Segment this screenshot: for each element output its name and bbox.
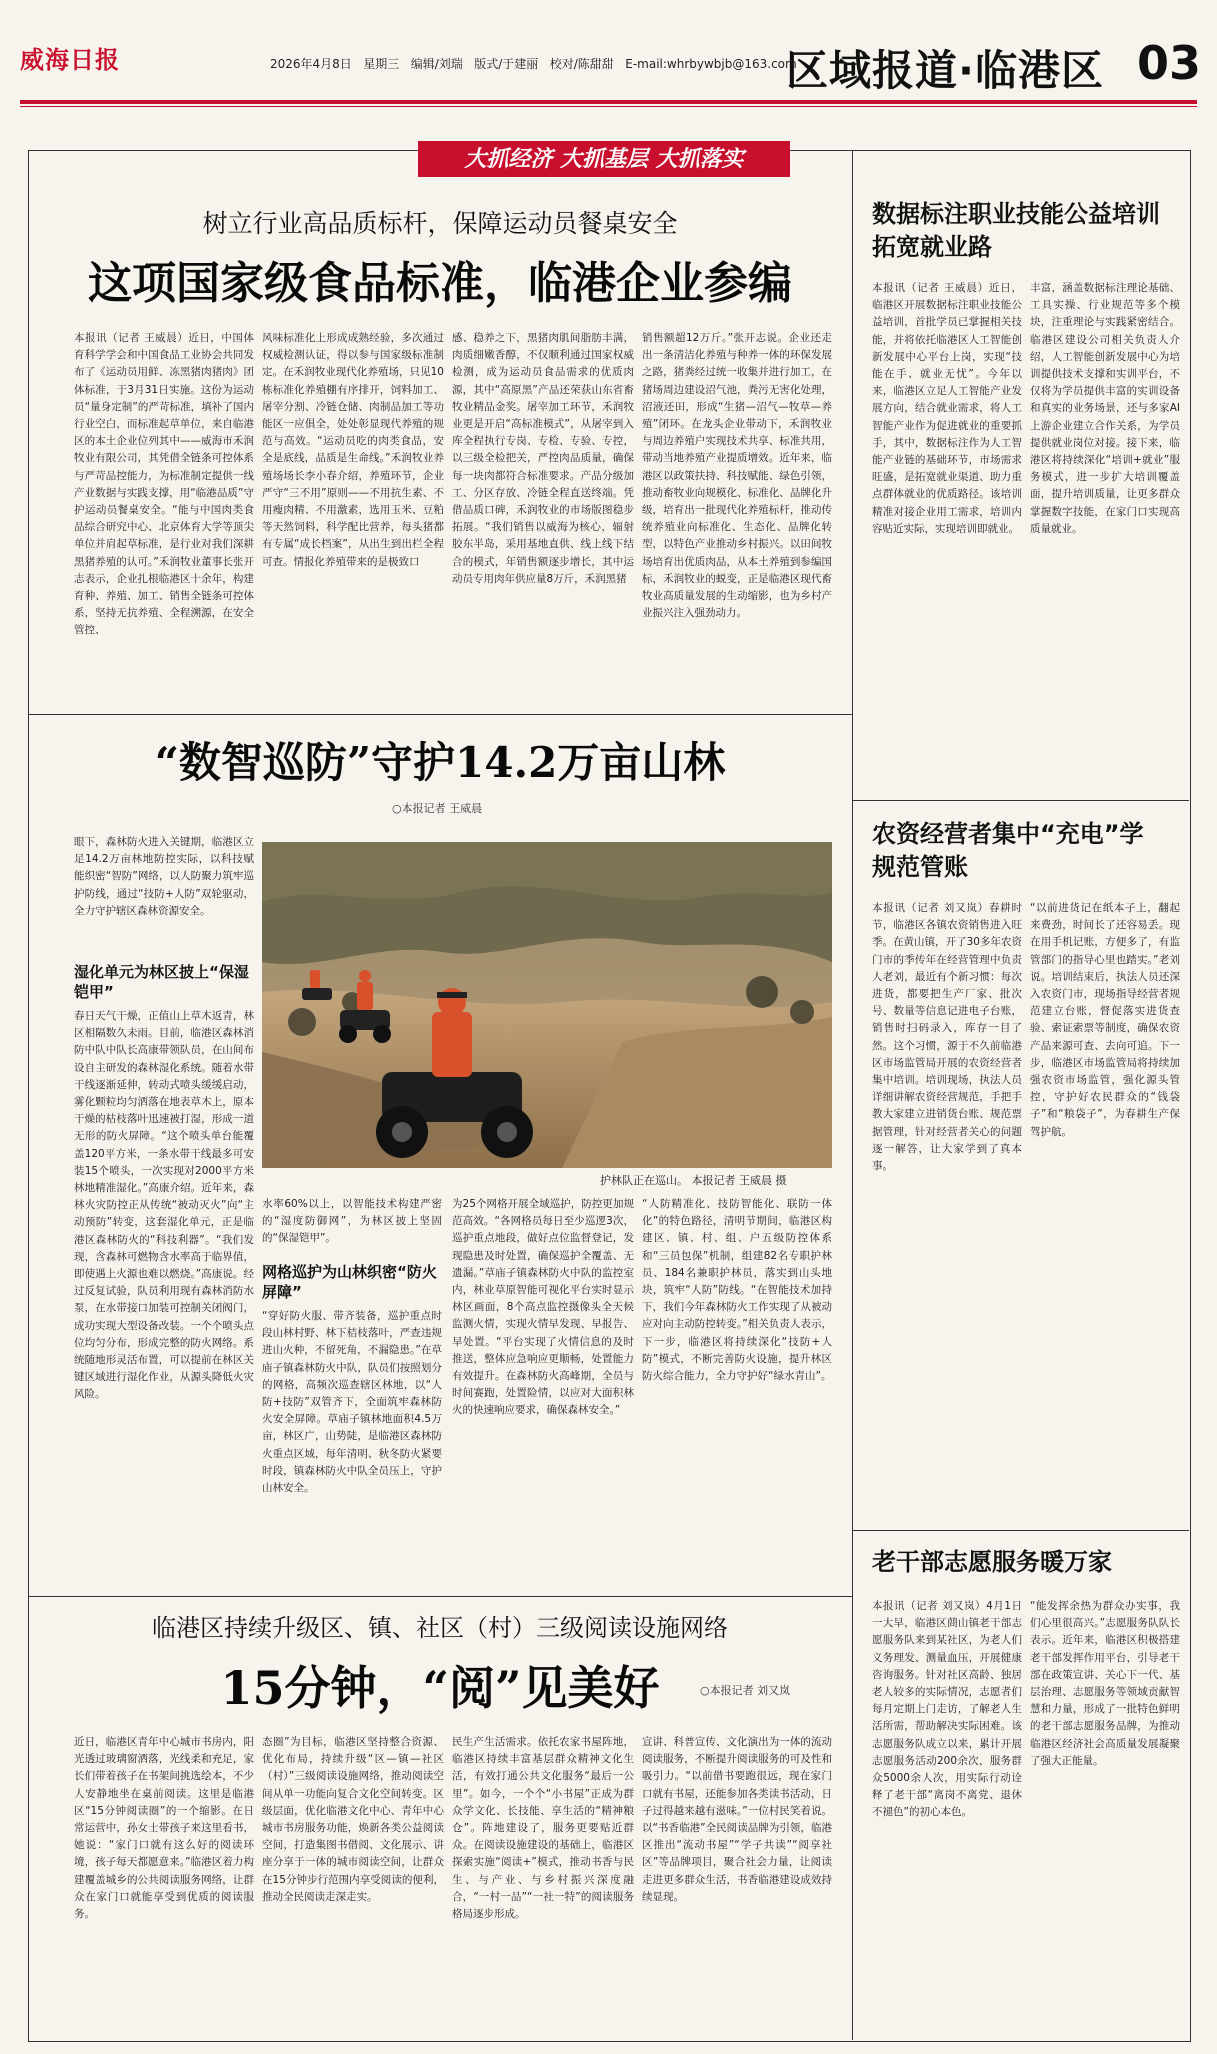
article2-subhead1: 湿化单元为林区披上“保湿铠甲”	[74, 963, 249, 1001]
article3-kicker: 临港区持续升级区、镇、社区（村）三级阅读设施网络	[152, 1614, 728, 1642]
article1-headline: 这项国家级食品标准，临港企业参编	[88, 258, 792, 309]
contact-email[interactable]: E-mail:whrbywbjb@163.com	[625, 57, 797, 71]
article1-kicker: 树立行业高品质标杆，保障运动员餐桌安全	[202, 209, 678, 238]
column-divider	[852, 150, 853, 2040]
article2-col1: 春日天气干燥，正值山上草木返青，林区相隔数久未雨。目前，临港区森林消防中队中队长高康带领队员，在山间布设自主研发的森林湿化系统。随着水带干线逐渐延伸，转动式喷头缓缓启动，雾化颗粒均匀洒落在地表草木上，原本干燥的枯枝落叶迅速被打湿，形成一道无形的防火屏障。“这个喷头单台能覆盖120平方米，一条水带干线最多可安装15个喷头，一次实现对2000平方米林地精准湿化。”高康介绍。近年来，森林火灾防控正从传统“被动灭火”向“主动预防”转变，这套湿化单元，正是临港区森林防火的“科技利器”。“我们发现，含森林可燃物含水率高于临界值，即使遇上火源也难以燃烧。”高康说。经过反复试验，队员利用现有森林消防水泵，在水带接口加装可控制关闭阀门，成功实现大型设备改装。一个个喷头点位均匀分布，形成完整的防火网络。系统随地形灵活布置，可以提前在林区关键区域进行湿化作业，从源头降低火灾风险。	[74, 1010, 254, 1401]
patrol-photo	[262, 842, 832, 1168]
article3-col1: 近日，临港区青年中心城市书房内，阳光透过玻璃窗洒落，光线柔和充足，家长们带着孩子在书架间挑选绘本，不少人安静地坐在桌前阅读。这里是临港区“15分钟阅读圈”的一个缩影。在日常运营中，孙女士带孩子来这里看书，她说：“家门口就有这么好的阅读环境，孩子每天都愿意来。”临港区着力构建覆盖城乡的公共阅读服务网络，让群众在家门口就能享受到优质的阅读服务。	[74, 1736, 254, 1921]
article2-col3: 为25个网格开展全域巡护，防控更加规范高效。“各网格员每日至少巡逻3次，巡护重点地段，做好点位监督登记，发现隐患及时处置，确保巡护全覆盖、无遗漏。”草庙子镇森林防火中队的监控室内，林业草原智能可视化平台实时显示林区画面，8个高点监控摄像头全天候监测火情，实现火情早发现、早报告、早处置。“平台实现了火情信息的及时推送，整体应急响应更顺畅，处置能力有效提升。在森林防火高峰期，全员与时间赛跑，处置险情，以应对大面积林火的快速响应要求，确保森林安全。”	[452, 1198, 634, 1417]
article2-headline: “数智巡防”守护14.2万亩山林	[154, 738, 726, 787]
newspaper-logo: 威海日报	[20, 45, 120, 74]
divider-line	[852, 1530, 1189, 1531]
divider-line	[28, 1596, 852, 1597]
atv-patrol-photo-image	[262, 842, 832, 1168]
masthead-rule-thin	[20, 106, 1197, 107]
side1-col2: 丰富，涵盖数据标注理论基础、工具实操、行业规范等多个模块，注重理论与实践紧密结合。临港区建设公司相关负责人介绍，人工智能创新发展中心为培训提供技术支撑和实训平台，不仅将为学员提供丰富的实训设备和真实的业务场景，还与多家AI上游企业建立合作关系，为学员提供就业岗位对接。接下来，临港区将持续深化“培训+就业”服务模式，进一步扩大培训覆盖面，提升培训质量，让更多群众掌握数字技能，在家门口实现高质量就业。	[1030, 282, 1180, 535]
article1-col2: 风味标准化上形成成熟经验，多次通过权威检测认证，得以参与国家级标准制定。在禾润牧业现代化养殖场，只见10栋标准化养殖棚有序排开，饲料加工、屠宰分割、冷链仓储、肉制品加工等功能区一应俱全，处处彰显现代养殖的规范与高效。“运动员吃的肉类食品，安全是底线，品质是生命线。”禾润牧业养殖场场长李小春介绍，养殖环节，企业严守“三不用”原则——不用抗生素、不用瘦肉精、不用激素，选用玉米、豆粕等天然饲料，科学配比营养，每头猪都有专属“成长档案”，从出生到出栏全程可查。情报化养殖带来的是极致口	[262, 332, 444, 568]
page-number: 03	[1137, 36, 1202, 90]
header-info	[270, 55, 797, 72]
section-title: 区域报道·临港区	[786, 46, 1104, 95]
side3-col1: 本报讯（记者 刘又岚）4月1日一大早，临港区蔄山镇老干部志愿服务队来到某社区，为老人们义务理发、测量血压，开展健康咨询服务。针对社区高龄、独居老人较多的实际情况，志愿者们每月定期上门走访，了解老人生活所需，帮助解决实际困难。该志愿服务队成立以来，累计开展志愿服务活动200余次，服务群众5000余人次，用实际行动诠释了老干部“离岗不离党、退休不褪色”的初心本色。	[872, 1600, 1022, 1819]
side2-col1: 本报讯（记者 刘又岚）春耕时节，临港区各镇农资销售进入旺季。在黄山镇，开了30多年农资门市的季传年在经营管理中负责人老刘，最近有个新习惯：每次进货，都要把生产厂家、批次号、数量等信息记进电子台账，销售时扫码录入，库存一目了然。这个习惯，源于不久前临港区市场监管局开展的农资经营者集中培训。培训现场，执法人员详细讲解农资经营规范，手把手教大家建立进销货台账、规范票据管理，针对经营者关心的问题逐一解答，让大家学到了真本事。	[872, 902, 1022, 1173]
article2-col4: “人防精准化、技防智能化、联防一体化”的特色路径，清明节期间，临港区构建区、镇、村、组、户五级防控体系和“三员包保”机制，组建82名专职护林员、184名兼职护林员，落实到山头地块，筑牢“人防”防线。“在智能技术加持下，我们今年森林防火工作实现了从被动应对向主动防控转变。”相关负责人表示，下一步，临港区将持续深化“技防+人防”模式，不断完善防火设施，提升林区防火综合能力，全力守护好“绿水青山”。	[642, 1198, 832, 1383]
article2-subhead2: 网格巡护为山林织密“防火屏障”	[262, 1263, 437, 1301]
article3-col4: 宣讲、科普宣传、文化演出为一体的流动阅读服务，不断提升阅读服务的可及性和吸引力。“以前借书要跑很远，现在家门口就有书屋，还能参加各类读书活动，日子过得越来越有滋味。”一位村民笑着说。以“书香临港”全民阅读品牌为引领，临港区推出“流动书屋”“学子共读”“阅享社区”等品牌项目，聚合社会力量，让阅读走进更多群众生活，书香临港建设成效持续显现。	[642, 1736, 832, 1903]
divider-line	[852, 800, 1189, 801]
masthead-rule	[20, 100, 1197, 104]
designer-credit: 版式/于建丽	[474, 57, 539, 71]
side3-col2: “能发挥余热为群众办实事，我们心里很高兴。”志愿服务队队长表示。近年来，临港区积极搭建老干部发挥作用平台，引导老干部在政策宣讲、关心下一代、基层治理、志愿服务等领域贡献智慧和力量，形成了一批特色鲜明的老干部志愿服务品牌，为推动临港区经济社会高质量发展凝聚了强大正能量。	[1030, 1600, 1180, 1767]
side3-headline: 老干部志愿服务暖万家	[872, 1548, 1112, 1576]
article1-col3: 感、稳养之下，黑猪肉肌间脂肪丰满，肉质细嫩香醇，不仅顺利通过国家权威检测，成为运动员食品需求的优质肉源，其中“高原黑”产品还荣获山东省畜牧业精品金奖。屠宰加工环节，禾润牧业更是开启“高标准模式”，从屠宰到入库全程执行专岗、专检、专验、专控，以三级全检把关，严控肉品质量，确保每一块肉都符合标准要求。产品分级加工、分区存放、冷链全程直送终端。凭借品质口碑，禾润牧业的市场版图稳步拓展。“我们销售以威海为核心，辐射胶东半岛，采用基地直供、线上线下结合的模式，年销售额逐步增长，其中运动员专用肉年供应量8万斤，禾润黑猪	[452, 332, 634, 585]
article2-intro: 眼下，森林防火进入关键期，临港区立足14.2万亩林地防控实际，以科技赋能织密“智防”网络，以人防聚力筑牢巡护防线，通过“技防+人防”双轮驱动，全力守护辖区森林资源安全。	[74, 836, 254, 917]
slogan-banner: 大抓经济 大抓基层 大抓落实	[418, 141, 790, 177]
photo-caption: 护林队正在巡山。 本报记者 王威晨 摄	[600, 1174, 787, 1187]
side1-headline: 数据标注职业技能公益培训拓宽就业路	[872, 200, 1160, 261]
issue-date: 2026年4月8日	[270, 57, 352, 71]
divider-line	[28, 714, 852, 715]
article3-col3: 民生产生活需求。依托农家书屋阵地，临港区持续丰富基层群众精神文化生活，有效打通公共文化服务“最后一公里”。如今，一个个“小书屋”正成为群众学文化、长技能、享生活的“精神粮仓”。阵地建设了，服务更要贴近群众。在阅读设施建设的基础上，临港区探索实施“阅读+”模式，推动书香与民生、与产业、与乡村振兴深度融合，“一村一品”“一社一特”的阅读服务格局逐步形成。	[452, 1736, 634, 1921]
side2-col2: “以前进货记在纸本子上，翻起来费劲，时间长了还容易丢。现在用手机记账，方便多了，有监管部门的指导心里也踏实。”老刘说。培训结束后，执法人员还深入农资门市，现场指导经营者规范建立台账，督促落实进货查验、索证索票等制度，确保农资产品来源可查、去向可追。下一步，临港区市场监管局将持续加强农资市场监管，强化源头管控，守护好农民群众的“钱袋子”和“粮袋子”，为春耕生产保驾护航。	[1030, 902, 1180, 1138]
article3-byline: ○本报记者 刘又岚	[700, 1684, 791, 1697]
editor-credit: 编辑/刘瑞	[410, 57, 463, 71]
issue-weekday: 星期三	[363, 57, 400, 71]
article2-byline: ○本报记者 王威晨	[392, 802, 483, 815]
article2-col2c: “穿好防火服、带齐装备，巡护重点时段山林村野、林下桔枝落叶，严查违规进山火种，不留死角，不漏隐患。”在草庙子镇森林防火中队，队员们按照划分的网格，高频次巡查辖区林地，以“人防+技防”双管齐下，全面筑牢森林防火安全屏障。草庙子镇林地面积4.5万亩，林区广，山势陡，是临港区森林防火重点区域，每年清明、秋冬防火紧要时段，镇森林防火中队全员压上，守护山林安全。	[262, 1310, 442, 1495]
article1-col4: 销售额超12万斤。”张开志说。企业还走出一条清洁化养殖与种养一体的环保发展之路，猪粪经过统一收集并进行加工，在猪场周边建设沼气池，粪污无害化处理，沼液还田，形成“生猪—沼气—牧草—养殖”闭环。在龙头企业带动下，禾润牧业与周边养殖户实现技术共享、标准共用，带动当地养殖产业提质增效。近年来，临港区以政策扶持、科技赋能、绿色引领，推动畜牧业向规模化、标准化、品牌化升级，培育出一批现代化养殖标杆，推动传统养殖业向标准化、生态化、品牌化转型，以特色产业推动乡村振兴。以田间牧场培育出优质肉品，从本土养殖到参编国标，禾润牧业的蜕变，正是临港区现代畜牧业高质量发展的生动缩影，也为乡村产业振兴注入强劲动力。	[642, 332, 832, 620]
article2-col2: 水率60%以上，以智能技术构建严密的“湿度防御网”，为林区披上坚固的“保湿铠甲”。	[262, 1198, 442, 1245]
article3-col2: 态圈”为目标，临港区坚持整合资源、优化布局，持续升级“区—镇—社区（村）”三级阅读设施网络，推动阅读空间从单一功能向复合文化空间转变。区级层面，优化临港文化中心、青年中心城市书房服务功能，焕新各类公益阅读空间，打造集图书借阅、文化展示、讲座分享于一体的城市阅读空间，让群众在15分钟步行范围内享受阅读的便利，推动全民阅读走深走实。	[262, 1736, 444, 1903]
side2-headline: 农资经营者集中“充电”学规范管账	[872, 820, 1144, 881]
proofreader-credit: 校对/陈甜甜	[549, 57, 614, 71]
article3-headline: 15分钟，“阅”见美好	[220, 1661, 660, 1715]
side1-col1: 本报讯（记者 王威晨）近日，临港区开展数据标注职业技能公益培训，首批学员已掌握相关技能，并将依托临港区人工智能创新发展中心平台上岗，实现“技能在手、就业无忧”。今年以来，临港区立足人工智能产业发展方向，结合就业需求，将人工智能产业作为促进就业的重要抓手，其中，数据标注作为人工智能产业链的基础环节，市场需求旺盛，是拓宽就业渠道、助力重点群体就业的优质路径。该培训精准对接企业用工需求，培训内容贴近实际，实现培训即就业。	[872, 282, 1022, 535]
article1-col1: 本报讯（记者 王威晨）近日，中国体育科学学会和中国食品工业协会共同发布了《运动员用鲜、冻黑猪肉猪肉》团体标准，于3月31日实施。这份为运动员“量身定制”的严苛标准，填补了国内行业空白，而标准起草单位，来自临港区的本土企业位列其中——威海市禾润牧业有限公司，其凭借全链条可控体系与严苛品控能力，为标准制定提供一线产业数据与实践支撑，用“临港品质”守护运动员餐桌安全。“能与中国肉类食品综合研究中心、北京体育大学等顶尖单位并肩起草标准，是行业对我们深耕黑猪养殖的认可。”禾润牧业董事长张开志表示，企业扎根临港区十余年，构建育种、养殖、加工、销售全链条可控体系，坚持无抗养殖、全程溯源，在安全管控、	[74, 332, 254, 637]
